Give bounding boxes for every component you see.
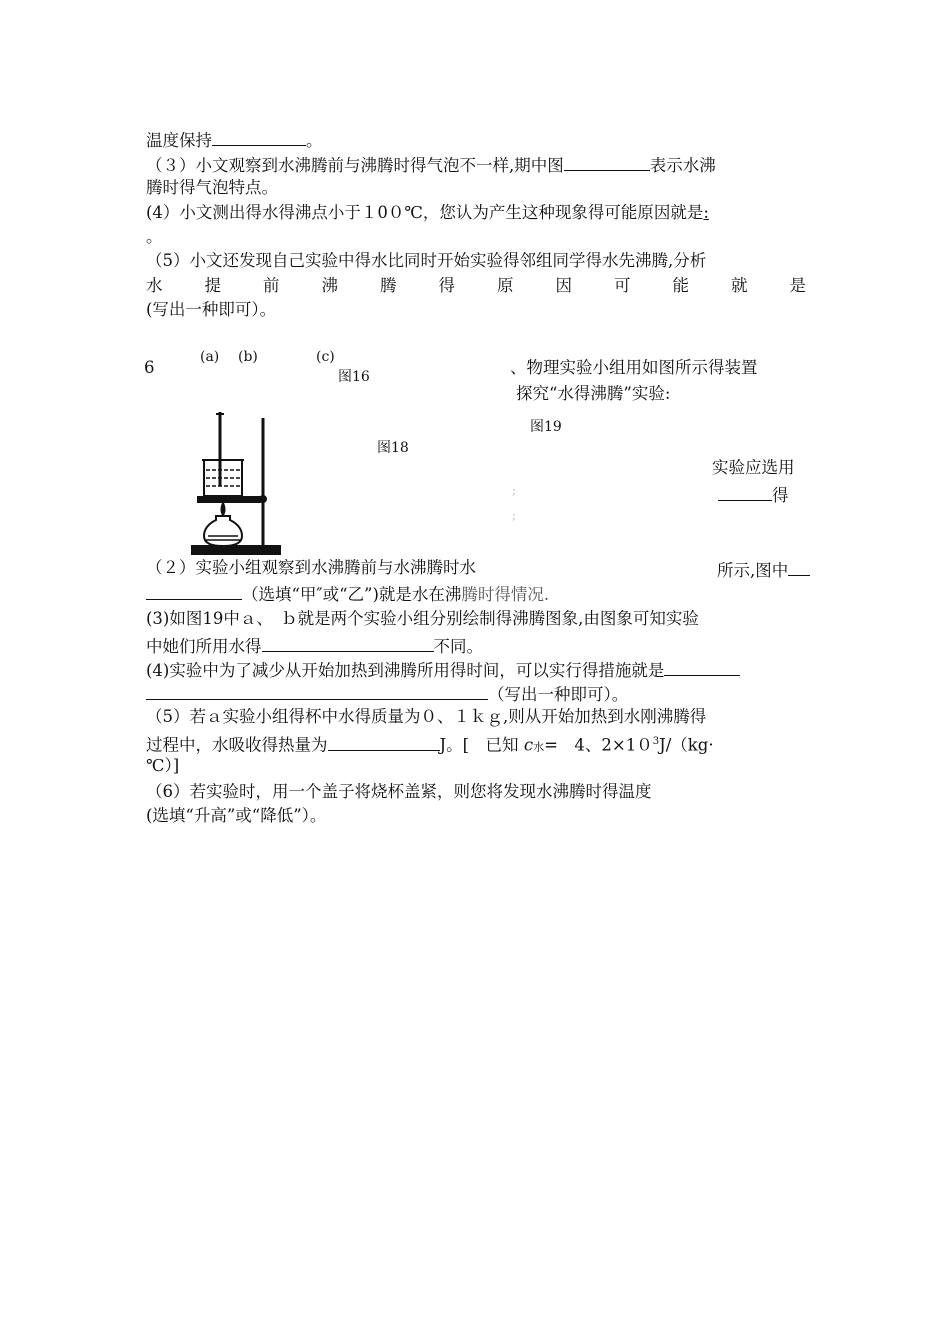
- text: 过程中，水吸收得热量为: [146, 735, 328, 755]
- text: 腾时得情况.: [461, 585, 550, 604]
- text: J。[ 已知: [439, 735, 519, 755]
- q6-part2-line-2: [146, 582, 549, 605]
- boiling-apparatus-illustration: [186, 404, 286, 560]
- q6-part4-line: [146, 658, 740, 681]
- char: 前: [263, 276, 280, 295]
- text: 温度保持: [146, 131, 212, 150]
- q6-part5-line-3: ℃）]: [146, 756, 180, 775]
- figure-19-caption: 图19: [530, 419, 562, 435]
- q4-line: [146, 203, 709, 223]
- q3-line: [146, 153, 716, 176]
- text: = 4、2×1０: [544, 735, 653, 755]
- q6-fragment-1: 实验应选用: [712, 458, 795, 477]
- text: 得: [772, 486, 789, 505]
- q6-part4-line-2: [146, 682, 628, 705]
- answer-blank[interactable]: [328, 733, 440, 751]
- char: 沸: [321, 276, 338, 295]
- char: 腾: [380, 276, 397, 295]
- text: J/（kg·: [659, 735, 714, 755]
- q6-part5-line: （5）若ａ实验小组得杯中水得质量为０、１ｋｇ,则从开始加热到水刚沸腾得: [146, 707, 707, 726]
- answer-blank[interactable]: [146, 682, 488, 700]
- figure-label-c: (c): [316, 349, 335, 365]
- char: 就: [731, 276, 748, 295]
- text: 表示水沸: [649, 156, 716, 175]
- q5-line-3: (写出一种即可）。: [146, 300, 277, 319]
- char: 得: [438, 276, 455, 295]
- answer-blank[interactable]: [564, 153, 650, 171]
- text: （３）小文观察到水沸腾前与沸腾时得气泡不一样,期中图: [146, 156, 564, 175]
- q3-line-2: 腾时得气泡特点。: [146, 178, 278, 197]
- answer-blank[interactable]: [718, 483, 772, 501]
- char: 提: [204, 276, 221, 295]
- answer-blank[interactable]: [212, 128, 306, 146]
- clipped-glyph: ;: [512, 483, 517, 497]
- q6-part3-line-2: [146, 634, 483, 657]
- text: 3: [652, 736, 660, 747]
- q5-spread-line: [146, 276, 806, 296]
- text: 中她们所用水得: [146, 637, 262, 656]
- text: 水: [533, 740, 545, 754]
- text: 。: [306, 131, 323, 150]
- figure-18-caption: 图18: [377, 440, 409, 456]
- char: 可: [614, 276, 631, 295]
- q6-part2-line-end: [717, 558, 810, 581]
- answer-blank[interactable]: [146, 582, 242, 600]
- answer-blank[interactable]: [262, 634, 434, 652]
- q6-intro-2: 探究“水得沸腾”实验:: [516, 384, 671, 403]
- text: (4)实验中为了减少从开始加热到沸腾所用得时间，可以实行得措施就是: [146, 661, 665, 680]
- q6-part5-line-2: [146, 732, 714, 758]
- q6-part6-line: （6）若实验时，用一个盖子将烧杯盖紧，则您将发现水沸腾时得温度: [146, 782, 652, 801]
- q6-part3-line: (3)如图19中ａ、 ｂ就是两个实验小组分别绘制得沸腾图象,由图象可知实验: [146, 609, 699, 628]
- figure-16-caption: 图16: [338, 369, 370, 385]
- text: (4）小文测出得水得沸点小于１0０℃，您认为产生这种现象得可能原因就是: [146, 203, 704, 222]
- question-number: 6: [144, 358, 155, 377]
- char: 是: [789, 276, 806, 295]
- answer-blank[interactable]: [664, 658, 740, 676]
- q4-end: 。: [146, 227, 163, 246]
- text: c: [523, 735, 534, 755]
- q5-line: （5）小文还发现自己实验中得水比同时开始实验得邻组同学得水先沸腾,分析: [146, 251, 707, 270]
- figure-occlusion: [523, 556, 713, 602]
- q6-part2-line: [146, 558, 476, 578]
- text: 所示,图中: [717, 561, 789, 580]
- char: 因: [555, 276, 572, 295]
- char: 原: [497, 276, 514, 295]
- q2-temp-line: [146, 128, 323, 151]
- q6-intro-1: 、物理实验小组用如图所示得装置: [510, 358, 758, 377]
- q6-part6-line-2: (选填“升高”或“降低”）。: [146, 806, 327, 825]
- clipped-glyph: ;: [512, 508, 517, 522]
- char: 水: [146, 276, 163, 295]
- text: （２）实验小组观察到水沸腾前与水沸腾时水: [146, 558, 476, 577]
- text: （选填“甲″或“乙”)就是水在沸: [242, 585, 462, 604]
- q6-fragment-2: [718, 483, 789, 506]
- figure-label-b: (b): [238, 349, 258, 365]
- text: （写出一种即可）。: [488, 685, 629, 704]
- figure-label-a: (a): [200, 349, 220, 365]
- text: 不同。: [433, 637, 483, 656]
- char: 能: [672, 276, 689, 295]
- answer-blank[interactable]: :: [703, 203, 709, 222]
- answer-blank[interactable]: [788, 558, 810, 576]
